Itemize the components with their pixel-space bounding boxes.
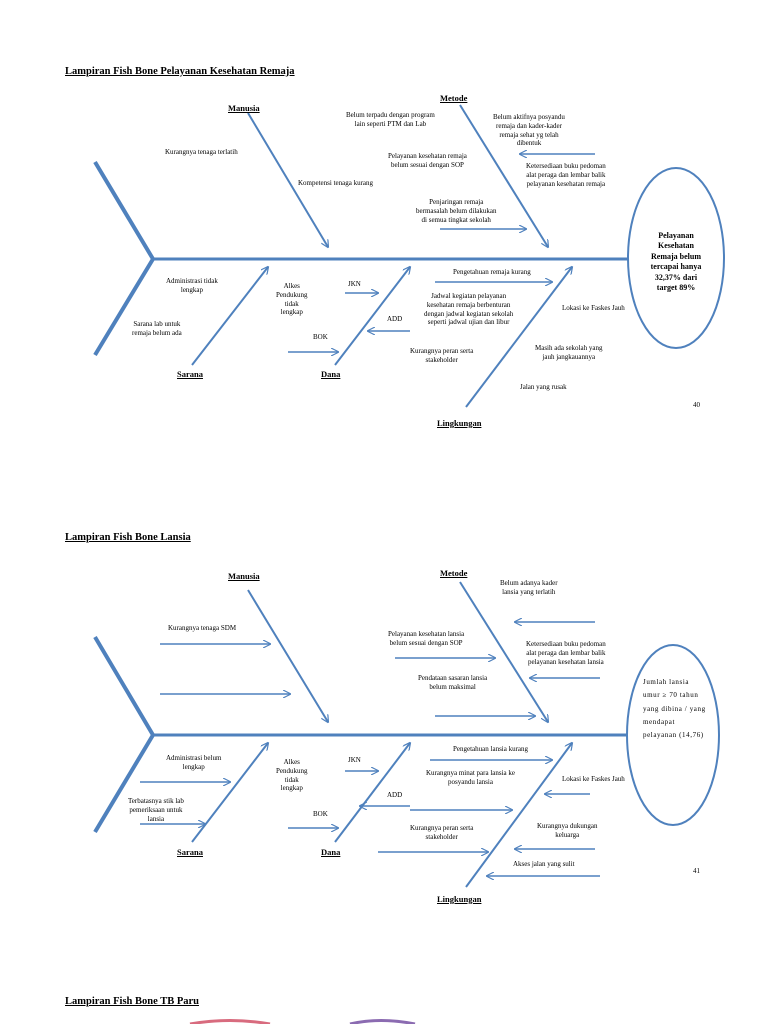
- section-heading-lansia: Lampiran Fish Bone Lansia: [65, 532, 191, 543]
- effect-line: 32,37% dari: [654, 272, 698, 282]
- cause-line: belum sesuai dengan SOP: [389, 638, 463, 647]
- cause-line: tidak: [284, 299, 299, 308]
- category-dana: Dana: [321, 369, 341, 379]
- cause-label: [535, 344, 602, 362]
- cause-label: [410, 347, 473, 365]
- cause-line: Kurangnya minat para lansia ke: [426, 769, 516, 777]
- cause-label: [410, 824, 473, 842]
- cause-line: Administrasi tidak: [166, 277, 218, 285]
- page-number: 40: [693, 401, 700, 409]
- cause-line: di semua tingkat sekolah: [421, 215, 491, 224]
- cause-line: Kurangnya dukungan: [537, 822, 598, 830]
- cause-line: Kurangnya peran serta: [410, 824, 474, 832]
- cause-line: stakeholder: [425, 832, 458, 841]
- cause-line: Pendukung: [276, 766, 308, 775]
- cause-label: [418, 674, 487, 692]
- cause-label: [500, 579, 558, 597]
- cause-line: remaja belum ada: [132, 328, 182, 337]
- cause-line: lain seperti PTM dan Lab: [354, 119, 427, 128]
- effect-line: mendapat: [643, 717, 676, 726]
- cause-line: lengkap: [280, 784, 303, 793]
- effect-text: [643, 676, 721, 742]
- fishbone-diagram-remaja: [0, 85, 768, 485]
- cause-line: keluarga: [555, 830, 580, 839]
- cause-line: pelayanan kesehatan lansia: [527, 657, 604, 666]
- cause-label: [276, 758, 308, 793]
- cause-line: Pendataan sasaran lansia: [418, 674, 488, 682]
- cause-label: Jalan yang rusak: [520, 383, 567, 391]
- cause-label: Kurangnya tenaga SDM: [168, 624, 237, 632]
- cause-label: JKN: [348, 756, 361, 764]
- cause-line: posyandu lansia: [448, 777, 493, 786]
- cause-label: [388, 152, 467, 170]
- cause-label: JKN: [348, 280, 361, 288]
- cause-label: BOK: [313, 333, 328, 341]
- bone-manusia: [248, 590, 328, 722]
- category-dana: Dana: [321, 847, 341, 857]
- effect-text: [636, 231, 716, 293]
- cause-line: remaja sehat yg telah: [499, 130, 559, 139]
- cause-line: remaja dan kader-kader: [496, 121, 562, 130]
- cause-line: Belum terpadu dengan program: [346, 111, 435, 119]
- effect-line: Pelayanan: [658, 231, 694, 240]
- cause-label: Lokasi ke Faskes Jauh: [562, 775, 625, 783]
- cause-line: alat peraga dan lembar balik: [526, 170, 606, 179]
- category-lingkungan: Lingkungan: [437, 894, 482, 904]
- cause-label: [166, 277, 218, 295]
- decorative-strip: [150, 1017, 450, 1024]
- cause-label: [537, 822, 597, 840]
- cause-line: bermasalah belum dilakukan: [416, 206, 497, 215]
- cause-line: tidak: [284, 775, 299, 784]
- effect-line: Remaja belum: [651, 251, 701, 261]
- cause-label: [424, 292, 513, 327]
- cause-label: [493, 113, 565, 148]
- cause-label: Lokasi ke Faskes Jauh: [562, 304, 625, 312]
- category-manusia: Manusia: [228, 103, 260, 113]
- cause-label: Kurangnya tenaga terlatih: [165, 148, 238, 156]
- cause-line: pemeriksaan untuk: [129, 805, 183, 814]
- category-manusia: Manusia: [228, 571, 260, 581]
- cause-label: [416, 198, 496, 224]
- category-metode: Metode: [440, 568, 468, 578]
- effect-line: target 89%: [656, 282, 696, 292]
- cause-line: Alkes: [283, 758, 300, 766]
- cause-label: [166, 754, 221, 772]
- cause-label: Pengetahuan lansia kurang: [453, 745, 529, 753]
- cause-line: kesehatan remaja berbenturan: [426, 300, 511, 309]
- cause-line: dengan jadwal kegiatan sekolah: [424, 309, 514, 318]
- cause-line: pelayanan kesehatan remaja: [526, 179, 606, 188]
- cause-label: [128, 797, 184, 823]
- cause-line: lansia yang terlatih: [502, 587, 556, 596]
- cause-line: belum maksimal: [429, 682, 476, 691]
- cause-line: Ketersediaan buku pedoman: [526, 640, 606, 648]
- cause-line: Masih ada sekolah yang: [535, 344, 603, 352]
- cause-line: Pendukung: [276, 290, 308, 299]
- cause-line: dibentuk: [516, 139, 542, 148]
- cause-line: Pelayanan kesehatan remaja: [388, 152, 467, 160]
- cause-line: belum sesuai dengan SOP: [390, 160, 464, 169]
- effect-line: yang dibina / yang: [643, 704, 706, 713]
- cause-line: Kurangnya peran serta: [410, 347, 474, 355]
- cause-line: Sarana lab untuk: [133, 320, 181, 328]
- cause-line: jauh jangkauannya: [542, 352, 596, 361]
- category-metode: Metode: [440, 93, 468, 103]
- category-lingkungan: Lingkungan: [437, 418, 482, 428]
- cause-line: seperti jadwal ujian dan libur: [427, 318, 510, 327]
- cause-line: lengkap: [180, 285, 204, 294]
- effect-line: Jumlah lansia: [643, 678, 690, 686]
- cause-line: Pelayanan kesehatan lansia: [388, 630, 465, 638]
- cause-label: [426, 769, 515, 787]
- cause-label: BOK: [313, 810, 328, 818]
- cause-line: Alkes: [283, 282, 300, 290]
- cause-line: Ketersediaan buku pedoman: [526, 162, 606, 170]
- cause-line: stakeholder: [425, 355, 458, 364]
- effect-line: pelayanan (14,76): [643, 731, 704, 740]
- category-sarana: Sarana: [177, 847, 203, 857]
- cause-label: [132, 320, 182, 338]
- fishbone-lines-lansia: [0, 562, 768, 962]
- cause-line: Terbatasnya stik lab: [128, 797, 184, 805]
- cause-label: [346, 111, 435, 129]
- cause-line: Jadwal kegiatan pelayanan: [431, 292, 507, 300]
- cause-label: [388, 630, 464, 648]
- page-number: 41: [693, 867, 700, 875]
- section-heading-remaja: Lampiran Fish Bone Pelayanan Kesehatan Remaja: [65, 66, 295, 77]
- cause-line: Penjaringan remaja: [429, 198, 484, 206]
- cause-line: Belum aktifnya posyandu: [493, 113, 565, 121]
- cause-line: Belum adanya kader: [500, 579, 558, 587]
- cause-label: Pengetahuan remaja kurang: [453, 268, 531, 276]
- section-heading-tb-paru: Lampiran Fish Bone TB Paru: [65, 996, 199, 1007]
- cause-line: lengkap: [280, 308, 303, 317]
- fishbone-diagram-lansia: [0, 562, 768, 962]
- cause-line: lengkap: [182, 762, 205, 771]
- cause-label: [526, 162, 606, 188]
- category-sarana: Sarana: [177, 369, 203, 379]
- effect-line: tercapai hanya: [650, 262, 702, 272]
- cause-label: [526, 640, 606, 666]
- cause-label: [276, 282, 308, 317]
- effect-line: Kesehatan: [658, 241, 694, 251]
- cause-label: Akses jalan yang sulit: [513, 860, 575, 868]
- cause-line: alat peraga dan lembar balik: [526, 648, 606, 657]
- cause-line: Administrasi belum: [166, 754, 222, 762]
- cause-label: ADD: [387, 315, 403, 323]
- effect-line: umur ≥ 70 tahun: [643, 691, 699, 700]
- cause-label: Kompetensi tenaga kurang: [298, 179, 374, 187]
- cause-line: lansia: [147, 814, 165, 823]
- cause-label: ADD: [387, 791, 403, 799]
